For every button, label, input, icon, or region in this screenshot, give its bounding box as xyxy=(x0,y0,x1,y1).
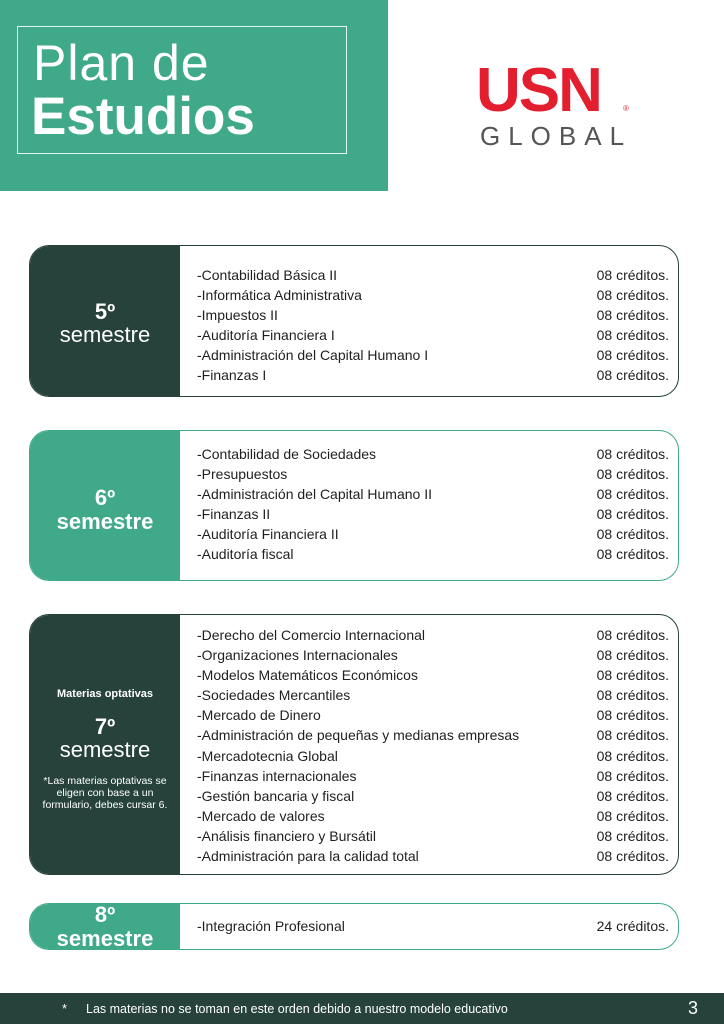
course-name: -Mercado de Dinero xyxy=(197,707,321,724)
course-row xyxy=(197,625,669,645)
semester-7-course-list xyxy=(197,625,669,866)
course-credits: 24 créditos. xyxy=(596,918,669,934)
semester-word: semestre xyxy=(59,322,151,347)
logo-registered-mark: ® xyxy=(623,104,629,113)
semester-6-label xyxy=(30,431,180,580)
course-name: -Administración del Capital Humano I xyxy=(197,347,429,364)
course-name: -Modelos Matemáticos Económicos xyxy=(197,667,418,684)
semester-word: semestre xyxy=(59,736,151,762)
course-credits: 08 créditos. xyxy=(596,466,669,483)
course-row xyxy=(197,285,669,305)
course-row xyxy=(197,806,669,826)
course-row xyxy=(197,786,669,806)
course-credits: 08 créditos. xyxy=(596,367,669,384)
semester-number: 7º xyxy=(94,713,116,739)
semester-number: 6º xyxy=(94,485,116,511)
footer-note: Las materias no se toman en este orden debido a nuestro modelo educativo xyxy=(86,1002,508,1016)
course-credits: 08 créditos. xyxy=(596,506,669,523)
course-credits: 08 créditos. xyxy=(596,267,669,283)
semester-number: 8º xyxy=(94,903,116,928)
course-name: -Presupuestos xyxy=(197,466,288,483)
course-row xyxy=(197,766,669,786)
course-name: -Impuestos II xyxy=(197,307,278,324)
course-name: -Derecho del Comercio Internacional xyxy=(197,627,425,643)
course-row xyxy=(197,325,669,345)
optional-courses-note: *Las materias optativas se eligen con base a un formulario, debes cursar 6. xyxy=(42,775,168,812)
course-credits: 08 créditos. xyxy=(596,848,669,865)
course-row xyxy=(197,665,669,685)
course-credits: 08 créditos. xyxy=(596,347,669,364)
course-credits: 08 créditos. xyxy=(596,627,669,643)
course-row xyxy=(197,524,669,544)
semester-8-label xyxy=(30,904,180,949)
course-credits: 08 créditos. xyxy=(596,727,669,744)
course-name: -Integración Profesional xyxy=(197,918,345,934)
course-credits: 08 créditos. xyxy=(596,526,669,543)
course-name: -Gestión bancaria y fiscal xyxy=(197,787,355,804)
course-name: -Contabilidad Básica II xyxy=(197,267,338,283)
course-row xyxy=(197,305,669,325)
page-title-line2: Estudios xyxy=(31,87,255,146)
course-row xyxy=(197,826,669,846)
course-row xyxy=(197,345,669,365)
course-row xyxy=(197,444,669,464)
course-row xyxy=(197,464,669,484)
semester-6-course-list xyxy=(197,444,669,565)
course-row xyxy=(197,705,669,725)
course-credits: 08 créditos. xyxy=(596,767,669,784)
semester-word: semestre xyxy=(56,508,154,534)
course-name: -Sociedades Mercantiles xyxy=(197,687,351,704)
course-name: -Auditoría Financiera I xyxy=(197,327,335,344)
semester-6-block xyxy=(29,430,679,581)
course-credits: 08 créditos. xyxy=(596,287,669,304)
page-title-line1: Plan de xyxy=(33,35,210,91)
course-row xyxy=(197,645,669,665)
course-credits: 08 créditos. xyxy=(596,486,669,503)
semester-7-label xyxy=(30,615,180,874)
course-row xyxy=(197,504,669,524)
optional-courses-title: Materias optativas xyxy=(57,687,153,700)
course-name: -Finanzas II xyxy=(197,506,271,523)
semester-5-course-list xyxy=(197,265,669,386)
semester-5-label xyxy=(30,246,180,396)
course-credits: 08 créditos. xyxy=(596,707,669,724)
logo-global-text: GLOBAL xyxy=(480,121,633,151)
course-name: -Contabilidad de Sociedades xyxy=(197,446,377,462)
course-row xyxy=(197,846,669,866)
course-name: -Organizaciones Internacionales xyxy=(197,647,398,664)
page-number: 3 xyxy=(688,998,699,1018)
footer-bar xyxy=(0,993,724,1024)
semester-word: semestre xyxy=(56,925,154,950)
course-credits: 08 créditos. xyxy=(596,807,669,824)
course-row xyxy=(197,685,669,705)
semester-8-block xyxy=(29,903,679,950)
semester-8-course-list xyxy=(197,916,669,936)
course-name: -Administración de pequeñas y medianas empresas xyxy=(197,727,520,744)
course-credits: 08 créditos. xyxy=(596,307,669,324)
course-name: -Informática Administrativa xyxy=(197,287,362,304)
course-row xyxy=(197,484,669,504)
course-name: -Auditoría Financiera II xyxy=(197,526,339,543)
course-row xyxy=(197,544,669,564)
course-credits: 08 créditos. xyxy=(596,446,669,462)
footer-asterisk: * xyxy=(62,1001,68,1016)
course-row xyxy=(197,725,669,745)
course-credits: 08 créditos. xyxy=(596,667,669,684)
course-credits: 08 créditos. xyxy=(596,327,669,344)
course-name: -Mercadotecnia Global xyxy=(197,747,338,764)
semester-5-block xyxy=(29,245,679,397)
course-name: -Análisis financiero y Bursátil xyxy=(197,827,376,844)
course-credits: 08 créditos. xyxy=(596,747,669,764)
semester-7-block xyxy=(29,614,679,875)
course-row xyxy=(197,265,669,285)
course-credits: 08 créditos. xyxy=(596,827,669,844)
course-name: -Administración para la calidad total xyxy=(197,848,419,865)
course-name: -Mercado de valores xyxy=(197,807,325,824)
course-credits: 08 créditos. xyxy=(596,687,669,704)
usn-global-logo xyxy=(476,56,636,155)
course-credits: 08 créditos. xyxy=(596,546,669,563)
course-row xyxy=(197,746,669,766)
logo-usn-text: USN xyxy=(476,56,601,125)
course-name: -Finanzas internacionales xyxy=(197,767,357,784)
course-name: -Finanzas I xyxy=(197,367,267,384)
course-name: -Administración del Capital Humano II xyxy=(197,486,432,503)
course-credits: 08 créditos. xyxy=(596,787,669,804)
course-credits: 08 créditos. xyxy=(596,647,669,664)
semester-number: 5º xyxy=(94,298,116,324)
course-name: -Auditoría fiscal xyxy=(197,546,294,563)
course-row xyxy=(197,365,669,385)
course-row xyxy=(197,916,669,936)
